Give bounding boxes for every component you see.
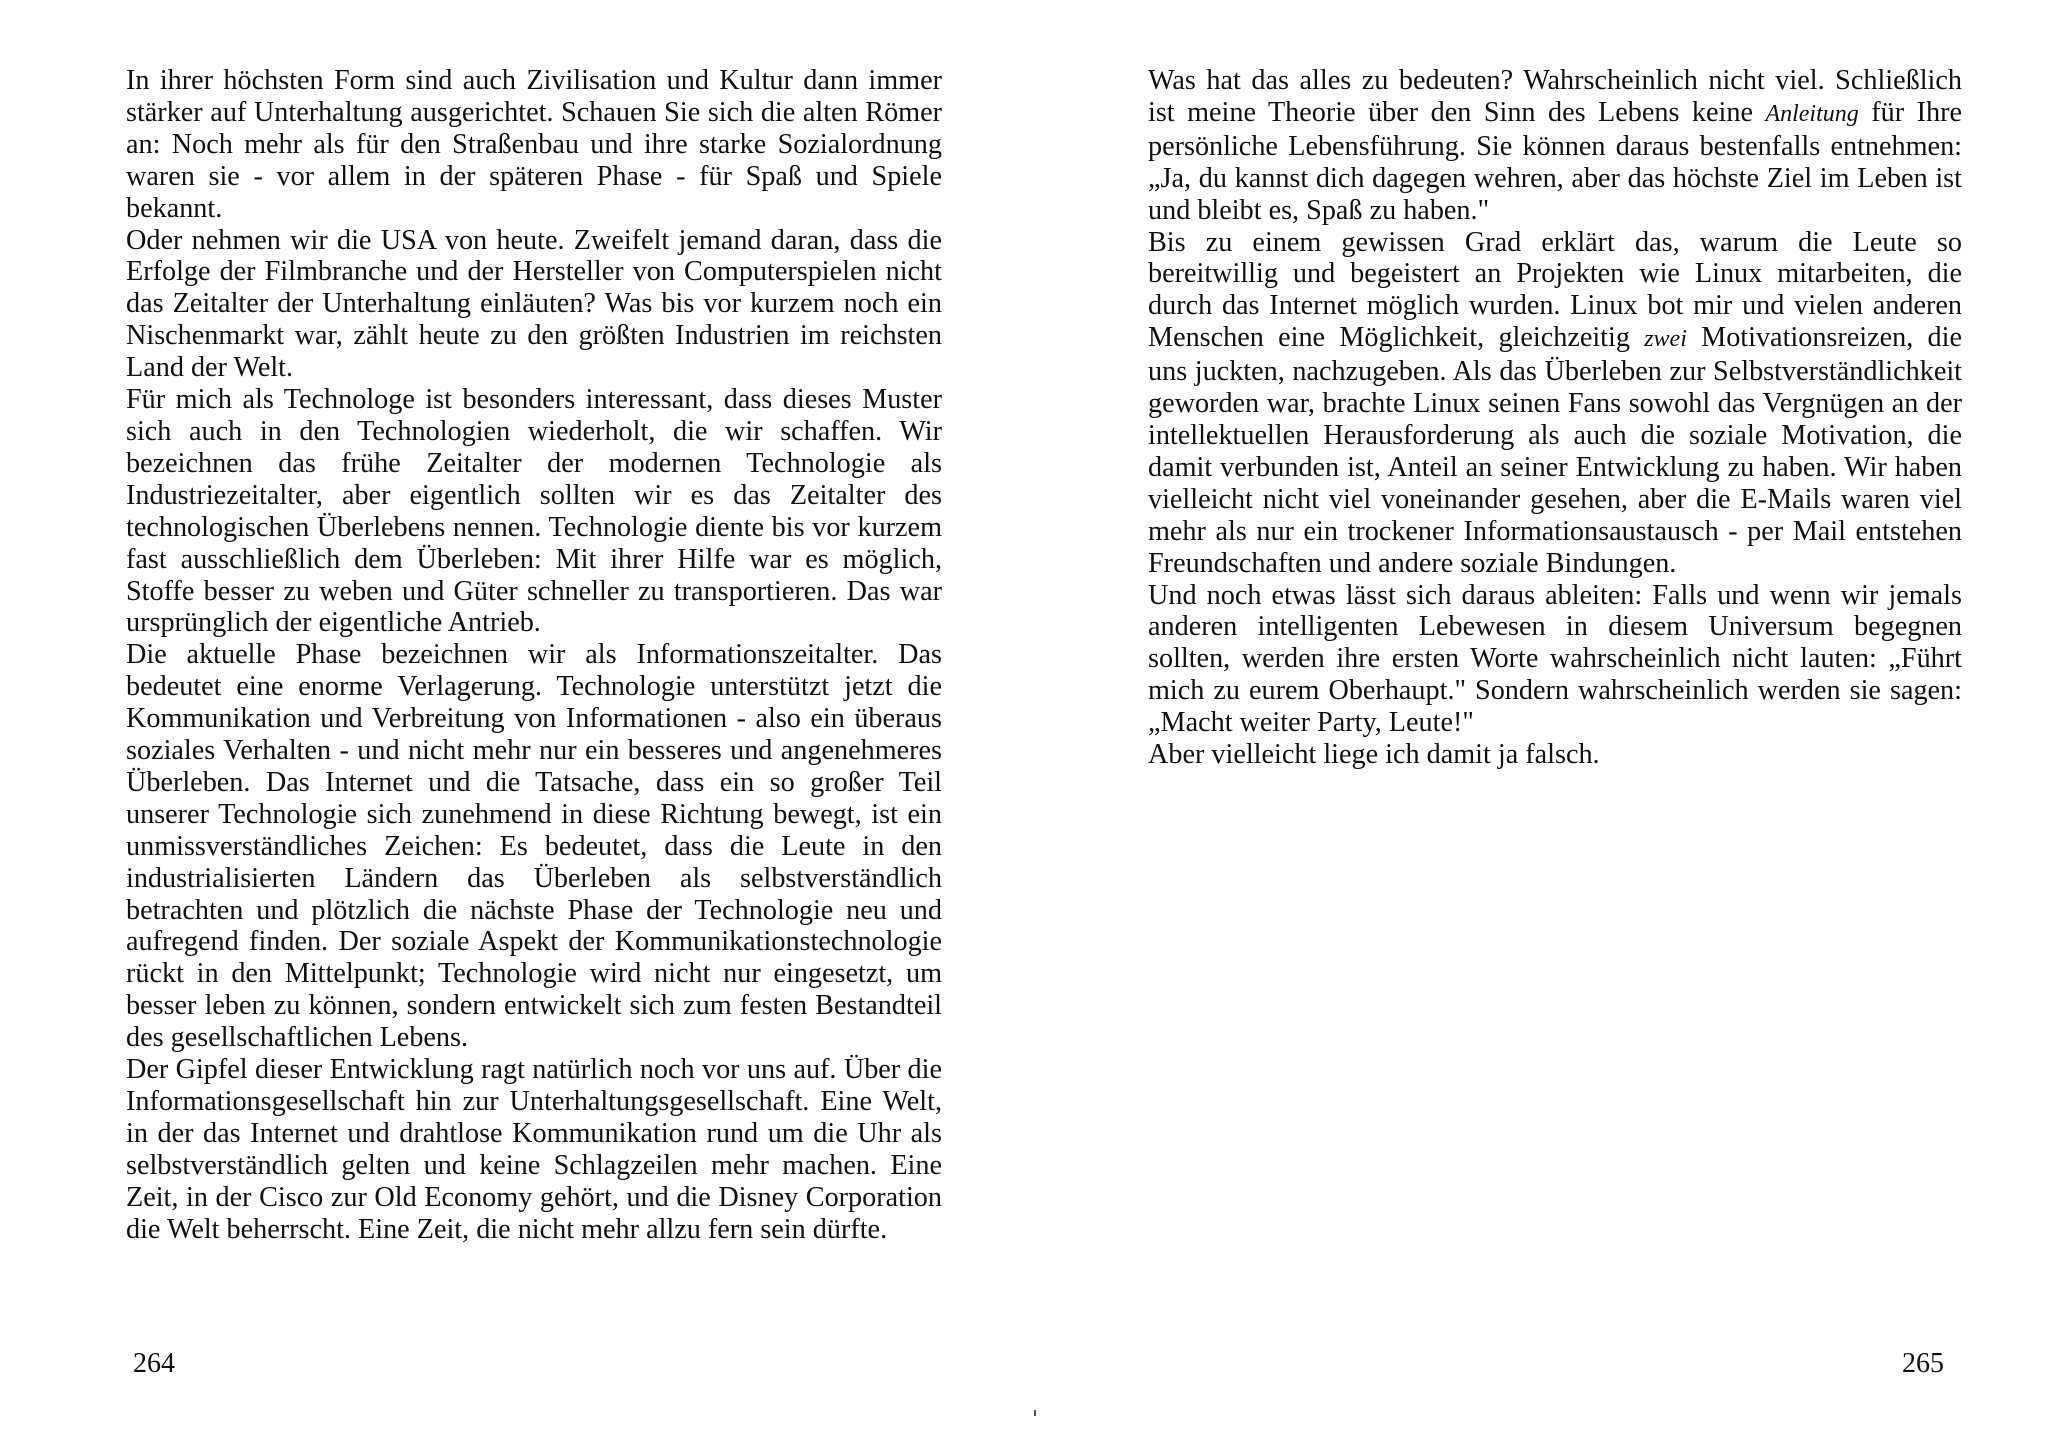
paragraph-linux-end: Motivationsreizen, die uns juckten, nachzugeben. Als das Überleben zur Selbstverständlichkeit geworden war, brachte Linux seinen Fans sowohl das Vergnügen an der intellektuellen Herausforderung als auch die soziale Motivation, die damit verbunden ist, Anteil an seiner Entwicklung zu haben. Wir haben vielleicht nicht viel voneinander gesehen, aber die E-Mails waren viel mehr als nur ein trockener Informationsaustausch - per Mail entstehen Freundschaften und andere soziale Bindungen. (1148, 322, 1962, 579)
left-page-text (126, 65, 942, 1246)
right-page-text (1148, 65, 1962, 771)
italic-word-anleitung: Anleitung (1765, 100, 1859, 127)
page-number-left: 264 (133, 1348, 175, 1379)
paragraph-linux-motivation (1148, 227, 1962, 580)
italic-word-zwei: zwei (1644, 326, 1687, 353)
paragraph-meaning-start: Was hat das alles zu bedeuten? Wahrscheinlich nicht viel. Schließlich ist meine Theorie über den Sinn des Lebens keine (1148, 65, 1962, 128)
paragraph-meaning (1148, 65, 1962, 227)
paragraph-closing: Aber vielleicht liege ich damit ja falsch. (1148, 739, 1600, 771)
paragraph-usa-entertainment: Oder nehmen wir die USA von heute. Zweifelt jemand daran, dass die Erfolge der Filmbranche und der Hersteller von Computerspielen nicht das Zeitalter der Unterhaltung einläuten? Was bis vor kurzem noch ein Nischenmarkt war, zählt heute zu den größten Industrien im reichsten Land der Welt. (126, 224, 942, 384)
paragraph-meaning-end: für Ihre persönliche Lebensführung. Sie können daraus bestenfalls entnehmen: „Ja, du kannst dich dagegen wehren, aber das höchste Ziel im Leben ist und bleibt es, Spaß zu haben." (1148, 96, 1962, 226)
paragraph-roman-entertainment: In ihrer höchsten Form sind auch Zivilisation und Kultur dann immer stärker auf Unterhaltung ausgerichtet. Schauen Sie sich die alten Römer an: Noch mehr als für den Straßenbau und ihre starke Sozialordnung waren sie - vor allem in der späteren Phase - für Spaß und Spiele bekannt. (126, 65, 942, 224)
right-page (1024, 0, 2048, 1447)
paragraph-entertainment-society: Der Gipfel dieser Entwicklung ragt natürlich noch vor uns auf. Über die Informationsgesellschaft hin zur Unterhaltungsgesellschaft. Eine Welt, in der das Internet und drahtlose Kommunikation rund um die Uhr als selbstverständlich gelten und keine Schlagzeilen mehr machen. Eine Zeit, in der Cisco zur Old Economy gehört, und die Disney Corporation die Welt beherrscht. Eine Zeit, die nicht mehr allzu fern sein dürfte. (126, 1054, 942, 1245)
gutter-mark (1034, 1410, 1036, 1416)
page-number-right: 265 (1902, 1348, 1944, 1379)
paragraph-intelligent-beings: Und noch etwas lässt sich daraus ableiten: Falls und wenn wir jemals anderen intelligenten Lebewesen in diesem Universum begegnen sollten, werden ihre ersten Worte wahrscheinlich nicht lauten: „Führt mich zu eurem Oberhaupt." Sondern wahrscheinlich werden sie sagen: „Macht weiter Party, Leute!" (1148, 579, 1962, 739)
paragraph-information-age: Die aktuelle Phase bezeichnen wir als Informationszeitalter. Das bedeutet eine enorme Verlagerung. Technologie unterstützt jetzt die Kommunikation und Verbreitung von Informationen - also ein überaus soziales Verhalten - und nicht mehr nur ein besseres und angenehmeres Überleben. Das Internet und die Tatsache, dass ein so großer Teil unserer Technologie sich zunehmend in diese Richtung bewegt, ist ein unmissverständliches Zeichen: Es bedeutet, dass die Leute in den industrialisierten Ländern das Überleben als selbstverständlich betrachten und plötzlich die nächste Phase der Technologie neu und aufregend finden. Der soziale Aspekt der Kommunikationstechnologie rückt in den Mittelpunkt; Technologie wird nicht nur eingesetzt, um besser leben zu können, sondern entwickelt sich zum festen Bestandteil des gesellschaftlichen Lebens. (126, 639, 942, 1054)
paragraph-technology-survival: Für mich als Technologe ist besonders interessant, dass dieses Muster sich auch in den Technologien wiederholt, die wir schaffen. Wir bezeichnen das frühe Zeitalter der modernen Technologie als Industriezeitalter, aber eigentlich sollten wir es das Zeitalter des technologischen Überlebens nennen. Technologie diente bis vor kurzem fast ausschließlich dem Überleben: Mit ihrer Hilfe war es möglich, Stoffe besser zu weben und Güter schneller zu transportieren. Das war ursprünglich der eigentliche Antrieb. (126, 384, 942, 639)
paragraph-linux-start: Bis zu einem gewissen Grad erklärt das, warum die Leute so bereitwillig und begeistert an Projekten wie Linux mitarbeiten, die durch das Internet möglich wurden. Linux bot mir und vielen anderen Menschen eine Möglichkeit, gleichzeitig (1148, 226, 1962, 354)
